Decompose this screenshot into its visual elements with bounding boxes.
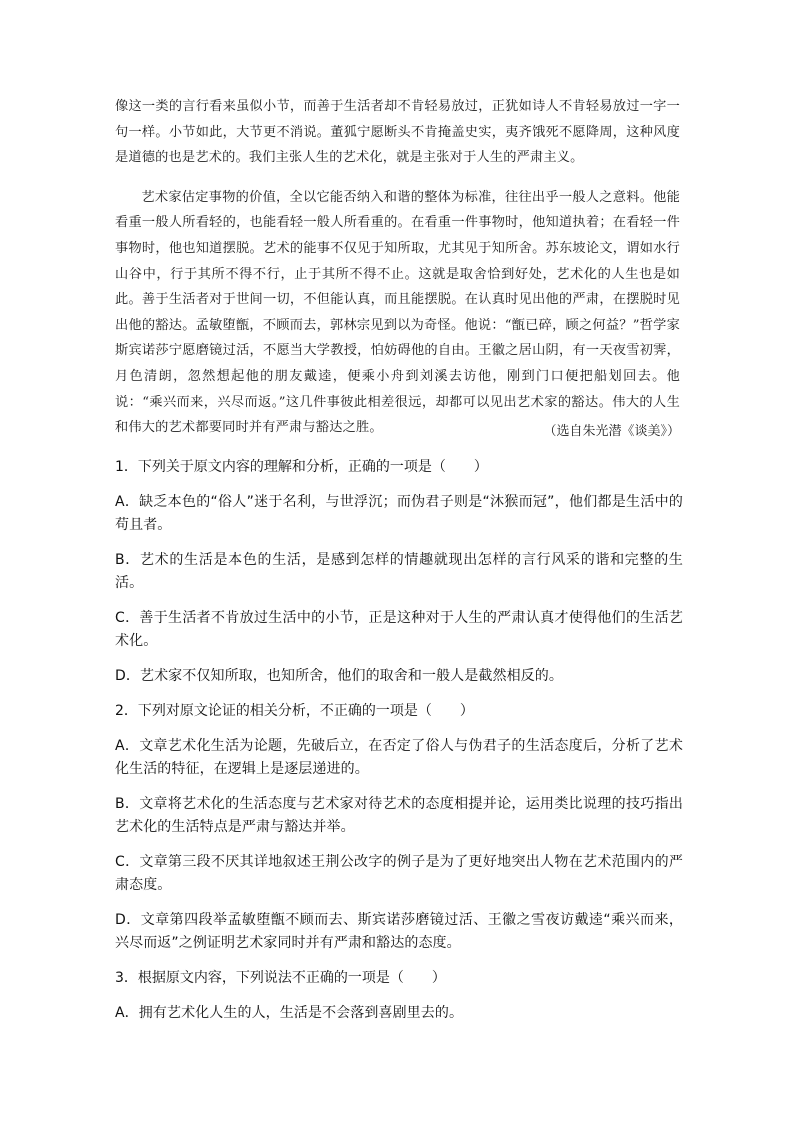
question-1 [115, 456, 683, 688]
option-text: C．文章第三段不厌其详地叙述王荆公改字的例子是为了更好地突出人物在艺术范围内的严肃态度。 [115, 854, 683, 893]
option-text: D．艺术家不仅知所取，也知所舍，他们的取舍和一般人是截然相反的。 [115, 668, 563, 684]
option-c[interactable] [115, 851, 683, 897]
question-2 [115, 700, 683, 955]
reading-passage [115, 94, 680, 441]
option-d[interactable] [115, 909, 683, 955]
option-text: C．善于生活者不肯放过生活中的小节，正是这种对于人生的严肃认真才使得他们的生活艺术化。 [115, 610, 683, 649]
option-text: A．缺乏本色的“俗人”迷于名利，与世浮沉；而伪君子则是“沐猴而冠”，他们都是生活中的苟且者。 [115, 494, 683, 533]
question-list [115, 456, 683, 1037]
passage-paragraph-2: 艺术家估定事物的价值，全以它能否纳入和谐的整体为标准，往往出乎一般人之意料。他能看重一般人所看轻的，也能看轻一般人所看重的。在看重一件事物时，他知道执着；在看轻一件事物时，他也知道摆脱。艺术的能事不仅见于知所取，尤其见于知所舍。苏东坡论文，谓如水行山谷中，行于其所不得不行，止于其所不得不止。这就是取舍恰到好处，艺术化的人生也是如此。善于生活者对于世间一切，不但能认真，而且能摆脱。在认真时见出他的严肃，在摆脱时见出他的豁达。孟敏堕甑，不顾而去，郭林宗见到以为奇怪。他说：“甑已碎，顾之何益？”哲学家斯宾诺莎宁愿磨镜过活，不愿当大学教授，怕妨碍他的自由。王徽之居山阴，有一天夜雪初霁，月色清朗，忽然想起他的朋友戴逵，便乘小舟到刘溪去访他，刚到门口便把船划回去。他说：“乘兴而来，兴尽而返。”这几件事彼此相差很远，却都可以见出艺术家的豁达。伟大的人生和伟大的艺术都要同时并有严肃与豁达之胜。 [115, 189, 680, 436]
option-d[interactable] [115, 665, 683, 688]
passage-source: （选自朱光潜《谈美》） [543, 424, 680, 439]
question-stem: 2．下列对原文论证的相关分析，不正确的一项是（ ） [115, 703, 474, 719]
option-b[interactable] [115, 793, 683, 839]
passage-paragraph-1: 像这一类的言行看来虽似小节，而善于生活者却不肯轻易放过，正犹如诗人不肯轻易放过一字一句一样。小节如此，大节更不消说。董狐宁愿断头不肯掩盖史实，夷齐饿死不愿降周，这种风度是道德的也是艺术的。我们主张人生的艺术化，就是主张对于人生的严肃主义。 [115, 99, 680, 166]
question-stem: 3．根据原文内容，下列说法不正确的一项是（ ） [115, 970, 446, 986]
option-text: B．艺术的生活是本色的生活，是感到怎样的情趣就现出怎样的言行风采的谐和完整的生活。 [115, 552, 683, 591]
option-a[interactable] [115, 1002, 683, 1025]
question-3 [115, 967, 683, 1025]
option-text: A．文章艺术化生活为论题，先破后立，在否定了俗人与伪君子的生活态度后，分析了艺术化生活的特征，在逻辑上是逐层递进的。 [115, 738, 683, 777]
question-stem: 1．下列关于原文内容的理解和分析，正确的一项是（ ） [115, 459, 488, 475]
option-c[interactable] [115, 607, 683, 653]
option-a[interactable] [115, 735, 683, 781]
option-b[interactable] [115, 549, 683, 595]
option-text: A．拥有艺术化人生的人，生活是不会落到喜剧里去的。 [115, 1005, 464, 1021]
option-text: B．文章将艺术化的生活态度与艺术家对待艺术的态度相提并论，运用类比说理的技巧指出艺术化的生活特点是严肃与豁达并举。 [115, 796, 683, 835]
option-a[interactable] [115, 491, 683, 537]
option-text: D．文章第四段举孟敏堕甑不顾而去、斯宾诺莎磨镜过活、王徽之雪夜访戴逵“乘兴而来，兴尽而返”之例证明艺术家同时并有严肃和豁达的态度。 [115, 912, 683, 951]
